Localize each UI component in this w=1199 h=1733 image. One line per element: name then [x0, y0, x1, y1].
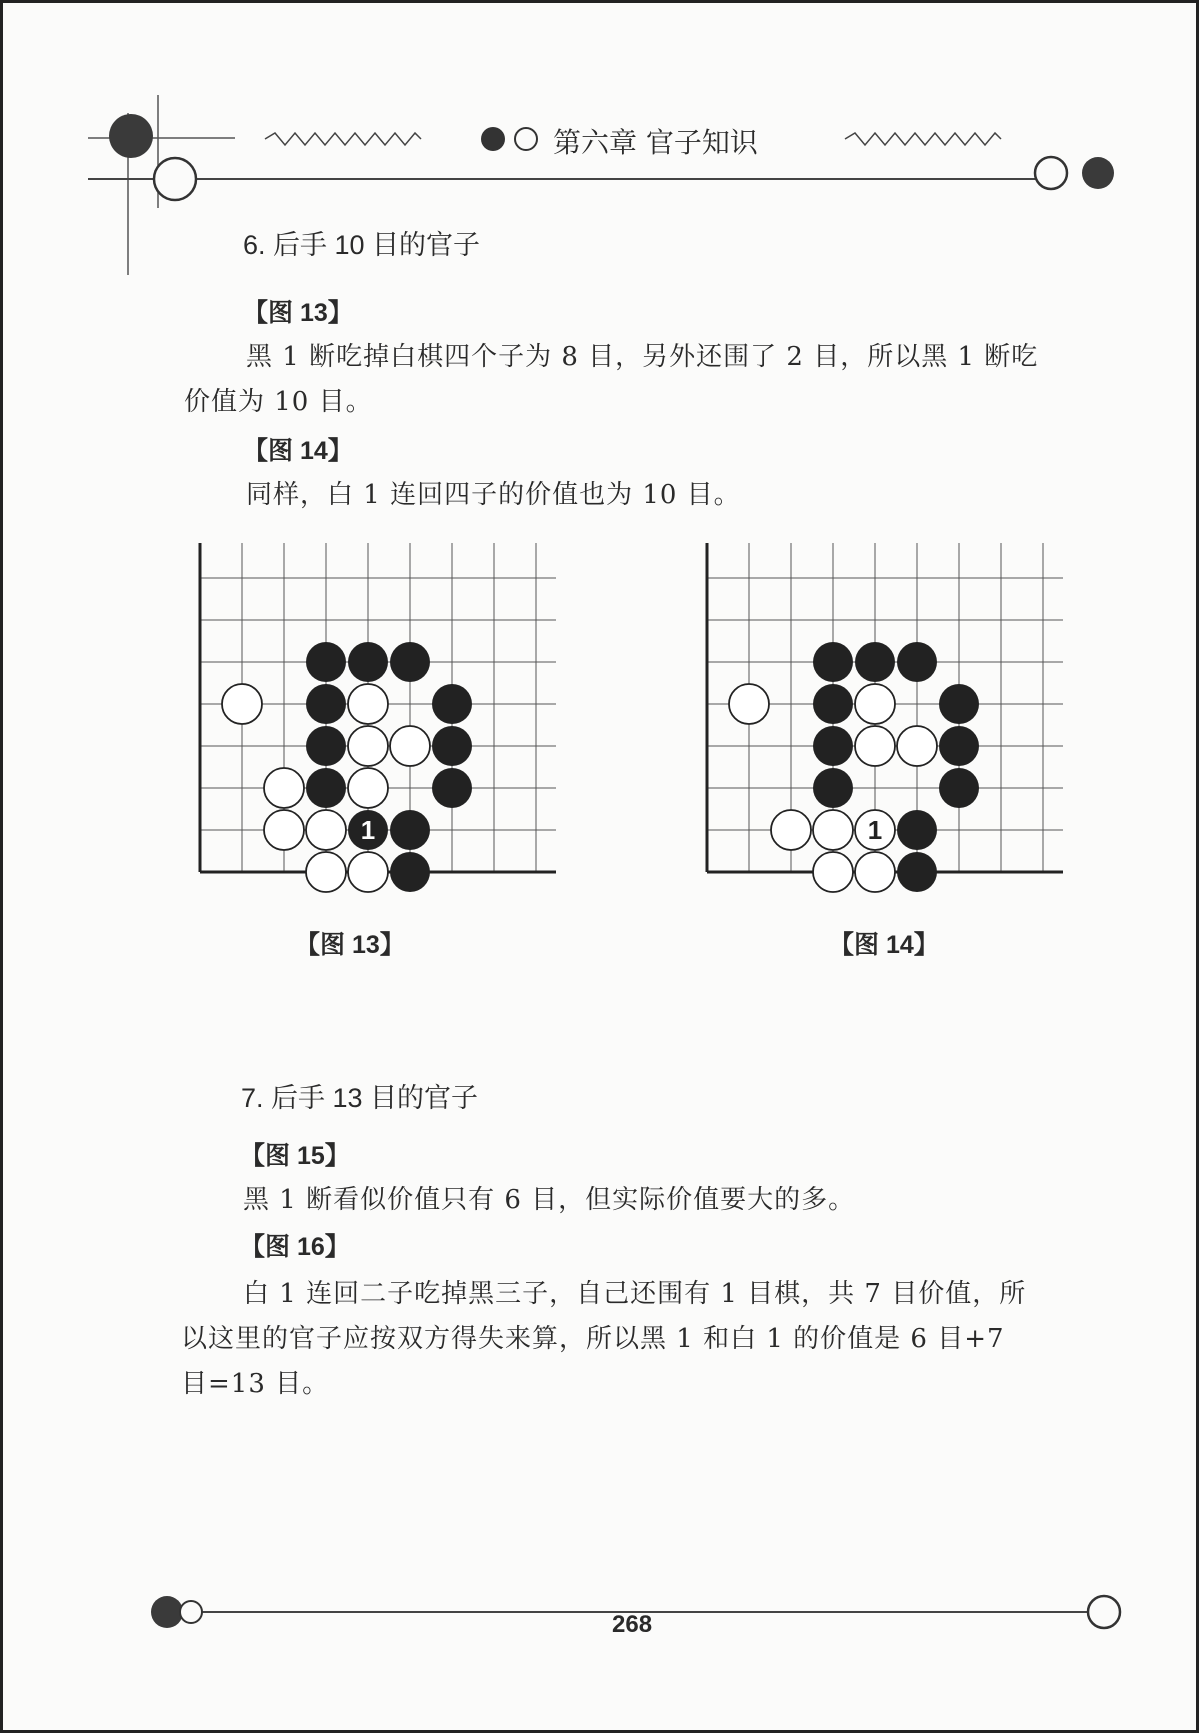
paragraph-line: 白 1 连回二子吃掉黑三子，自己还围有 1 目棋，共 7 目价值，所	[243, 1279, 1027, 1309]
zigzag-right	[845, 133, 1001, 145]
zigzag-left	[265, 133, 421, 145]
black-stone	[348, 642, 388, 682]
white-stone	[264, 810, 304, 850]
header-white-ring-icon	[154, 158, 196, 200]
chapter-title: 第六章 官子知识	[553, 126, 758, 159]
title-white-bullet-icon	[515, 128, 537, 150]
black-stone	[306, 684, 346, 724]
figure-caption: 【图 14】	[829, 931, 939, 959]
move-number-label: 1	[360, 815, 376, 845]
black-stone	[306, 726, 346, 766]
white-stone	[813, 852, 853, 892]
paragraph-line: 黑 1 断看似价值只有 6 目，但实际价值要大的多。	[243, 1185, 856, 1215]
white-stone	[348, 768, 388, 808]
black-stone	[897, 852, 937, 892]
white-stone	[771, 810, 811, 850]
black-stone	[939, 726, 979, 766]
figure-reference: 【图 15】	[240, 1142, 350, 1170]
figure-reference: 【图 13】	[243, 299, 353, 327]
black-stone	[390, 852, 430, 892]
header-black-dot-icon	[1082, 157, 1114, 189]
black-stone	[813, 726, 853, 766]
black-stone	[390, 810, 430, 850]
black-stone	[813, 768, 853, 808]
white-stone	[855, 726, 895, 766]
figure-reference: 【图 14】	[243, 437, 353, 465]
white-stone	[306, 852, 346, 892]
title-black-bullet-icon	[481, 127, 505, 151]
black-stone	[813, 684, 853, 724]
paragraph-line: 价值为 10 目。	[184, 387, 373, 417]
section-heading: 6. 后手 10 目的官子	[243, 230, 481, 260]
header-white-ring-icon	[1035, 157, 1067, 189]
black-stone	[432, 726, 472, 766]
white-stone	[855, 852, 895, 892]
black-stone	[939, 768, 979, 808]
section-heading: 7. 后手 13 目的官子	[241, 1083, 479, 1113]
white-stone	[348, 726, 388, 766]
move-number-label: 1	[867, 815, 883, 845]
black-stone	[897, 642, 937, 682]
black-stone	[939, 684, 979, 724]
white-stone	[306, 810, 346, 850]
white-stone	[729, 684, 769, 724]
footer-white-ring-icon	[1088, 1596, 1120, 1628]
page-number: 268	[612, 1611, 653, 1638]
black-stone	[306, 768, 346, 808]
go-diagram-14	[705, 543, 1075, 903]
white-stone	[390, 726, 430, 766]
black-stone	[855, 642, 895, 682]
paragraph-line: 同样，白 1 连回四子的价值也为 10 目。	[246, 480, 741, 510]
black-stone	[390, 642, 430, 682]
white-stone	[855, 684, 895, 724]
white-stone	[813, 810, 853, 850]
black-stone	[432, 684, 472, 724]
black-stone	[432, 768, 472, 808]
paragraph-line: 目=13 目。	[181, 1369, 330, 1399]
figure-reference: 【图 16】	[240, 1233, 350, 1261]
white-stone	[348, 684, 388, 724]
paragraph-line: 黑 1 断吃掉白棋四个子为 8 目，另外还围了 2 目，所以黑 1 断吃	[246, 342, 1039, 372]
paragraph-line: 以这里的官子应按双方得失来算，所以黑 1 和白 1 的价值是 6 目+7	[181, 1324, 1005, 1354]
figure-caption: 【图 13】	[295, 931, 405, 959]
footer-white-ring-icon	[180, 1601, 202, 1623]
white-stone	[348, 852, 388, 892]
white-stone	[222, 684, 262, 724]
go-diagram-13	[198, 543, 568, 903]
white-stone	[897, 726, 937, 766]
footer-black-dot-icon	[151, 1596, 183, 1628]
header-black-dot-icon	[109, 114, 153, 158]
black-stone	[306, 642, 346, 682]
black-stone	[897, 810, 937, 850]
black-stone	[813, 642, 853, 682]
white-stone	[264, 768, 304, 808]
